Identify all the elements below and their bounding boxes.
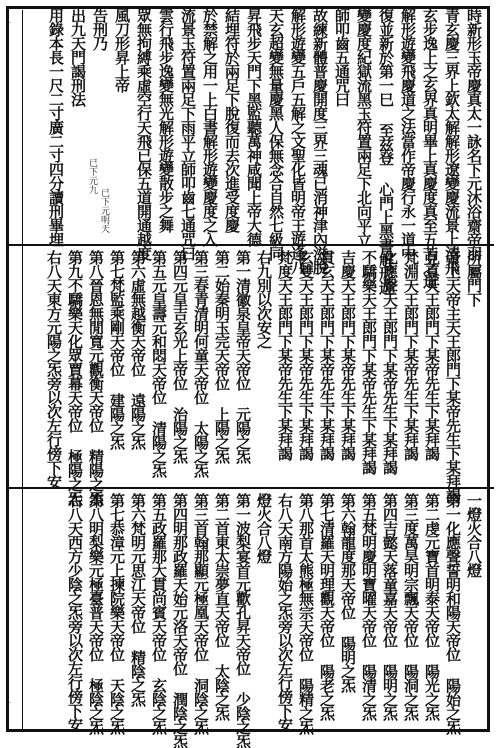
text-column: 變慶度紀獄流黑玉符置兩足下北向平立 <box>355 8 373 246</box>
panel-divider-1 <box>6 244 494 246</box>
text-column: 雲行飛步逸變無光解形遊變散步之舞 <box>157 8 175 232</box>
text-column: 第五政羅那大貫尚賓天帝位 玄陰之炁 <box>150 493 168 734</box>
text-column: 梵度天王郎門下某帝先生下某拜謁 <box>276 250 294 460</box>
text-column: 第一波梨宴首元歡孔昇天帝位 少陰之炁 <box>234 493 252 748</box>
text-column: 師叩齒五通咒曰 <box>333 8 351 106</box>
text-column: 第六虛無越衡天帝位 遠陽之炁 <box>129 250 147 449</box>
text-panel-2 <box>27 250 485 505</box>
text-column: 於禁解之用一上白書解形遊變慶度之入 <box>201 8 219 246</box>
text-column: 青玄慶三界上欽太解解形遼變慶流景上清飛 <box>443 8 461 274</box>
text-column: 第三春青清明何童天帝位 太陽之炁 <box>192 250 210 477</box>
text-column: 解形遊變五戶五解之文聖化皆明帝王遊逢八 <box>289 8 307 274</box>
text-column: 流景玉符置兩足下雨平立師叩齒七通咒曰 <box>179 8 197 260</box>
text-column: 右八天西方少陰之炁旁以次左行傍下安 <box>66 493 84 731</box>
text-column: 右八天東方元陽之炁旁以次左行傍下安 <box>45 250 63 488</box>
text-column: 玄步逸上之玄界真明畢上真慶度真至五苦之道 <box>421 8 439 288</box>
text-column: 第二始秦明玉完天帝位 上陽之炁 <box>213 250 231 463</box>
text-column: 復並新於第一巳 至兹登 心門上黑書解形遊 <box>377 8 395 294</box>
text-column: 第五梵明慶明寶曜天帝位 陽清之炁 <box>360 493 378 720</box>
text-column: 第七恭漳元上揀院樂天帝位 天陰之炁 <box>108 493 126 734</box>
text-column: 第六翰龍度那天帝位 陽明之炁 <box>339 493 357 692</box>
panel-divider-2 <box>6 487 494 489</box>
gutter-mark: · <box>9 20 11 27</box>
text-column: 貫玄天王郎門下某帝先生下某拜謁 <box>318 250 336 460</box>
text-column: 右九別以次安之 <box>255 250 273 348</box>
text-column: 第八明梨樂元極臺普天帝位 極陰之炁 <box>87 493 105 734</box>
text-column: 風刀形昇上帝 <box>113 8 131 92</box>
text-column: 第二首東太崇夢直天帝位 太陰之炁 <box>213 493 231 720</box>
text-column: 第四吉懿天落童嘉天帝位 陽明之炁 <box>381 493 399 720</box>
text-column: 昇飛步天門下黑監聽萬神咸聞上帝大德 <box>245 8 263 246</box>
text-column: 第二虔元寶首明泰天帝位 陽光之炁 <box>423 493 441 720</box>
text-column: 一燈火合八燈 <box>465 493 483 577</box>
text-column: 第三度萬昊明宗飄天帝位 陽洞之炁 <box>402 493 420 720</box>
text-column: 第七梵監乘剛天帝位 建陽之炁 <box>108 250 126 449</box>
text-column: 燈火合八燈 <box>255 493 273 563</box>
gutter-rule <box>22 10 23 730</box>
text-column: 不驕樂天王郎門下某帝先生下某拜謁 <box>360 250 378 474</box>
text-column: 第四明那政羅天始元洛天帝位 潤陰之炁 <box>171 493 189 748</box>
text-column: 結埋符於兩足下脫復而去次進受度慶 <box>223 8 241 232</box>
text-column: 玄雙天王郎門下某帝先生下某拜謁 <box>297 250 315 460</box>
text-column: 化應聲天王郎門下某帝先生下某拜謁 <box>381 250 399 474</box>
text-column: 右八天南方陽始之炁旁以次左行傍下安 <box>276 493 294 731</box>
text-column: 第八那首太熊極無宗天帝位 陽精之炁 <box>297 493 315 734</box>
text-column: 梵淵天王郎門下某帝先生下某拜謁 <box>402 250 420 460</box>
text-column: 第七清羅天明理觀天帝位 陽老之炁 <box>318 493 336 720</box>
text-column: 眾無拘縛乘虛空行天飛已保五道開通越度 <box>135 8 153 260</box>
text-column: 告刑乃 <box>91 8 109 50</box>
text-column: 第三首翰那顯元極凰天帝位 洞陰之炁 <box>192 493 210 734</box>
text-column: 第四元皇吉玄光上帝位 治陽之炁 <box>171 250 189 463</box>
side-note: 已下元明天 <box>99 188 109 233</box>
text-column: 時新形玉帝慶真太一詠名下元沐浴齋帝羽 <box>465 8 483 260</box>
text-column: 第六梵明元思江天帝位 精陰之炁 <box>129 493 147 706</box>
text-column: 吉慶天王郎門下某帝先生下某拜謁 <box>339 250 357 460</box>
text-column: 第一清徽泉皇帝天帝位 元陽之炁 <box>234 250 252 463</box>
text-column: 用錄本長一尺二寸廣二寸四分讀刑畢埋 <box>47 8 65 246</box>
text-column: 第一化應聲誓明和陽天帝位 陽始之炁 <box>444 493 462 734</box>
text-column: 所屬門下 <box>465 250 483 306</box>
text-column: 故練新體普慶開度三界三魂已消神津內滋脫 <box>311 8 329 274</box>
text-column: 第八晉恩無閒寬元觀衡天帝位 精陽之炁 <box>87 250 105 505</box>
text-column: 第五元皇壽元和悶天帝位 清陽之炁 <box>150 250 168 477</box>
text-column: 見真天王郎門下某帝先生下某拜謁 <box>423 250 441 460</box>
text-column: 第九不驕樂天化眾賈幕天帝位 極陽之炁 <box>66 250 84 505</box>
side-note: 已下元九 <box>87 158 97 194</box>
text-column: 天玄超變無量慶黑人保無念合自然七級同 <box>267 8 285 260</box>
text-column: 出九天門謁刑法 <box>69 8 87 106</box>
gutter-mark: · <box>9 700 11 707</box>
text-panel-3 <box>27 493 485 748</box>
text-column: 解形遊變飛慶道之法當作帝慶行永一道中 <box>399 8 417 260</box>
text-column: 帝上天帝主天王郎門下某帝先生下某拜謁 <box>444 250 462 502</box>
